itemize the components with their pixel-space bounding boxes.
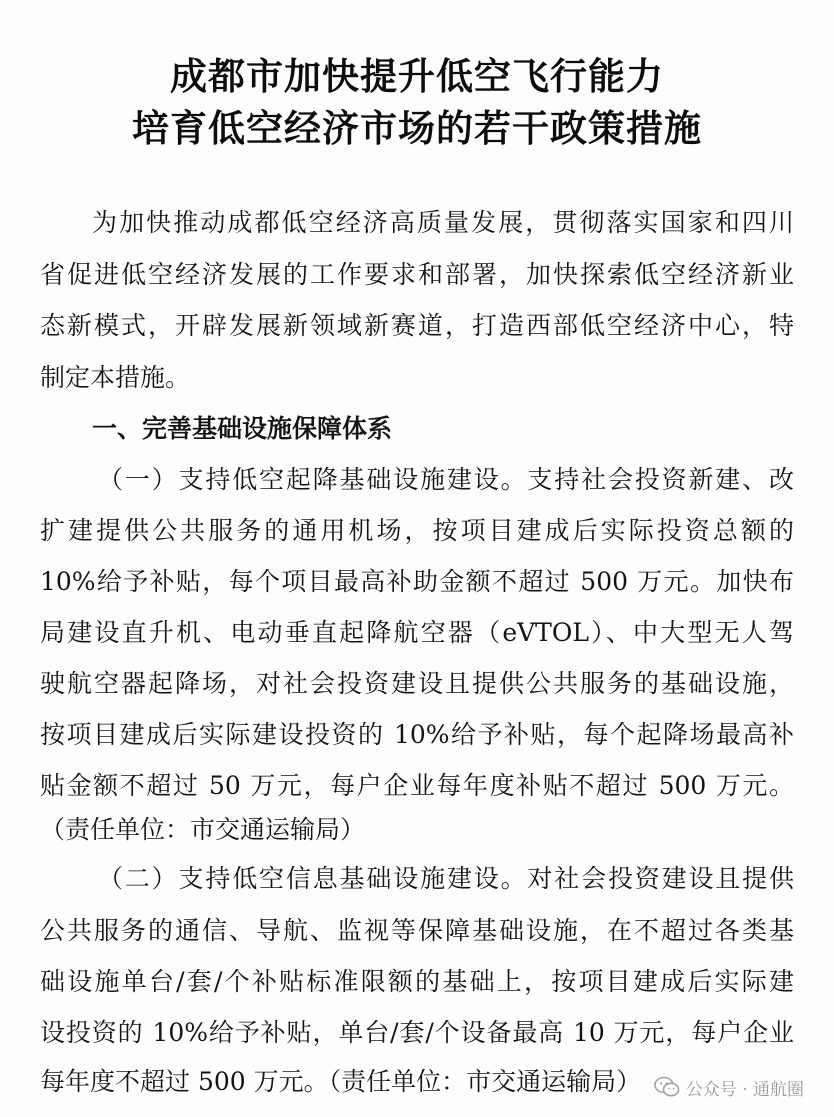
item1-line-5: 驶航空器起降场，对社会投资建设且提供公共服务的基础设施， xyxy=(40,669,794,698)
item1-line-1: （一）支持低空起降基础设施建设。支持社会投资新建、改 xyxy=(98,465,794,494)
wechat-watermark xyxy=(650,1070,808,1104)
item2-line-2: 公共服务的通信、导航、监视等保障基础设施，在不超过各类基 xyxy=(40,916,794,945)
document-title-line-2: 培育低空经济市场的若干政策措施 xyxy=(132,107,702,150)
wechat-icon xyxy=(654,1076,680,1098)
item2-line-1: （二）支持低空信息基础设施建设。对社会投资建设且提供 xyxy=(98,864,794,893)
intro-line-1: 为加快推动成都低空经济高质量发展，贯彻落实国家和四川 xyxy=(92,208,794,237)
intro-line-4: 制定本措施。 xyxy=(40,363,191,392)
section-heading-1: 一、完善基础设施保障体系 xyxy=(92,414,393,443)
document-title-line-1: 成都市加快提升低空飞行能力 xyxy=(170,55,664,98)
intro-line-2: 省促进低空经济发展的工作要求和部署，加快探索低空经济新业 xyxy=(40,260,794,289)
item1-line-4: 局建设直升机、电动垂直起降航空器（eVTOL）、中大型无人驾 xyxy=(40,618,794,647)
item2-line-5: 每年度不超过 500 万元。（责任单位：市交通运输局） xyxy=(40,1067,642,1096)
item1-line-7: 贴金额不超过 50 万元，每户企业每年度补贴不超过 500 万元。 xyxy=(40,771,794,800)
item1-line-3: 10%给予补贴，每个项目最高补助金额不超过 500 万元。加快布 xyxy=(40,567,794,596)
item2-line-3: 础设施单台/套/个补贴标准限额的基础上，按项目建成后实际建 xyxy=(40,967,794,996)
item1-line-8: （责任单位：市交通运输局） xyxy=(40,815,366,844)
intro-line-3: 态新模式，开辟发展新领域新赛道，打造西部低空经济中心，特 xyxy=(40,311,794,340)
item2-line-4: 设投资的 10%给予补贴，单台/套/个设备最高 10 万元，每户企业 xyxy=(40,1018,794,1047)
watermark-text: 公众号 · 通航圈 xyxy=(685,1079,804,1100)
item1-line-2: 扩建提供公共服务的通用机场，按项目建成后实际投资总额的 xyxy=(40,516,794,545)
item1-line-6: 按项目建成后实际建设投资的 10%给予补贴，每个起降场最高补 xyxy=(40,720,794,749)
